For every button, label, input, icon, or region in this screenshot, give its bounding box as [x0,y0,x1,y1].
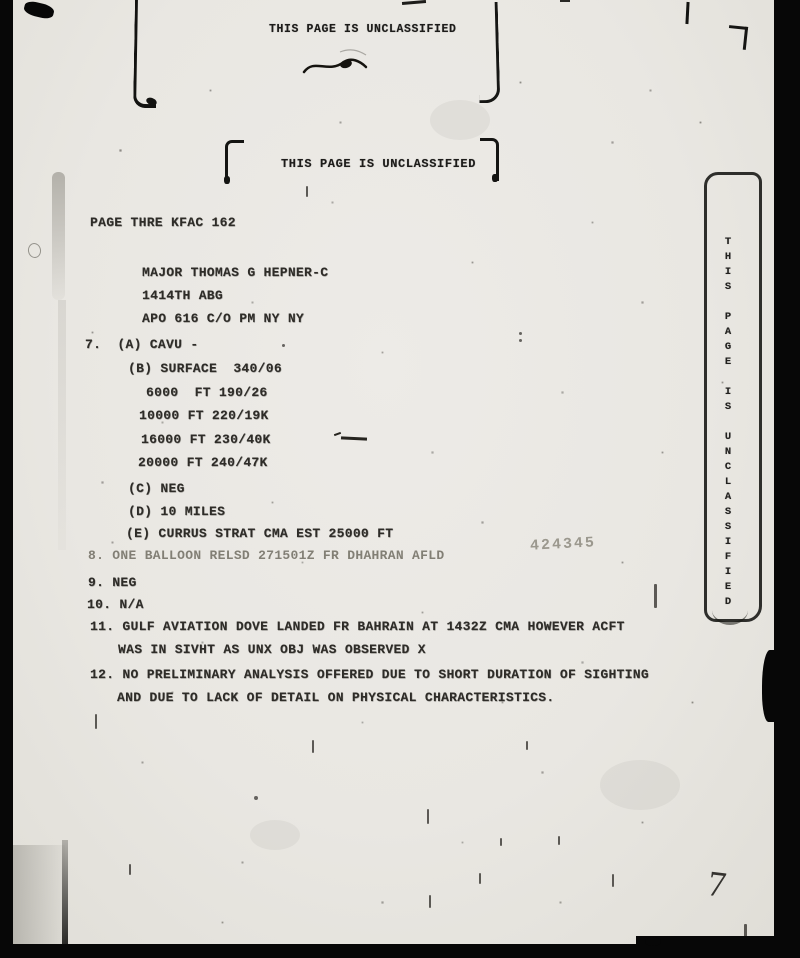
paper-blotch [250,820,300,850]
item7-line-d: (D) 10 MILES [128,504,226,519]
item12-line: 12. NO PRELIMINARY ANALYSIS OFFERED DUE TO SHORT DURATION OF SIGHTING [90,667,649,682]
fold-smudge [52,172,65,300]
bracket-mark-icon [133,0,158,108]
classification-stamp-top: THIS PAGE IS UNCLASSIFIED [269,23,457,36]
item11-line: 11. GULF AVIATION DOVE LANDED FR BAHRAIN AT 1432Z CMA HOWEVER ACFT [90,619,625,634]
serial-number-stamp: 424345 [529,534,597,555]
scan-edge-right [774,0,800,958]
wind-line: 16000 FT 230/40K [141,432,271,447]
item11-line: WAS IN SIVHT AS UNX OBJ WAS OBSERVED X [118,642,426,657]
ink-tick-icon [654,584,657,608]
bracket-mark-icon [727,25,748,50]
ink-dot-icon [519,332,522,335]
classification-stamp-middle: THIS PAGE IS UNCLASSIFIED [281,157,477,171]
ink-tick-icon [427,809,429,824]
ink-tick-icon [429,895,431,908]
pencil-ring-icon [27,242,42,259]
ink-blob-icon [492,174,498,182]
ink-blob-icon [224,176,230,184]
ink-tick-icon [312,740,314,753]
ink-mark-icon [685,2,689,24]
paper-blotch [600,760,680,810]
scan-edge-bump [762,650,778,722]
address-line: 1414TH ABG [142,288,224,303]
scan-edge-blob [645,937,661,946]
item7-line-c: (C) NEG [128,481,185,496]
item7-line-e: (E) CURRUS STRAT CMA EST 25000 FT [126,526,394,541]
item8-line: 8. ONE BALLOON RELSD 271501Z FR DHAHRAN AFLD [88,548,445,563]
paper-blotch [430,100,490,140]
ink-tick-icon [612,874,614,887]
item9-line: 9. NEG [88,575,137,590]
pen-dash-icon [341,436,367,440]
ink-dot-icon [254,796,258,800]
ink-squiggle-icon [300,48,372,82]
bracket-mark-icon [477,2,501,104]
ink-dot-icon [519,339,522,342]
wind-line: 6000 FT 190/26 [146,385,268,400]
page-header-line: PAGE THRE KFAC 162 [90,215,236,230]
wind-line: 10000 FT 220/19K [139,408,269,423]
ink-tick-icon [129,864,131,875]
item7-line-b: (B) SURFACE 340/06 [128,361,282,376]
ink-tick-icon [526,741,528,750]
wind-line: 20000 FT 240/47K [138,455,268,470]
ink-tick-icon [500,838,502,846]
ink-mark-icon [560,0,570,2]
pen-mark: 7 [705,863,729,905]
item12-line: AND DUE TO LACK OF DETAIL ON PHYSICAL CHARACTERISTICS. [117,690,555,705]
address-line: MAJOR THOMAS G HEPNER-C [142,265,329,280]
ink-mark-icon [402,0,426,5]
item10-line: 10. N/A [87,597,144,612]
ink-tick-icon [95,714,97,729]
ink-tick-icon [479,873,481,884]
pen-dash-icon [334,432,341,436]
ink-tick-icon [558,836,560,845]
scan-shadow [13,845,65,945]
scan-edge-left [0,0,13,958]
ink-tick-icon [306,186,308,197]
address-line: APO 616 C/O PM NY NY [142,311,305,326]
item7-line-a: 7. (A) CAVU - [85,337,199,352]
fold-smudge [58,300,66,550]
classification-stamp-side: THIS PAGE IS UNCLASSIFIED [722,236,734,611]
ink-dot-icon [282,344,285,347]
